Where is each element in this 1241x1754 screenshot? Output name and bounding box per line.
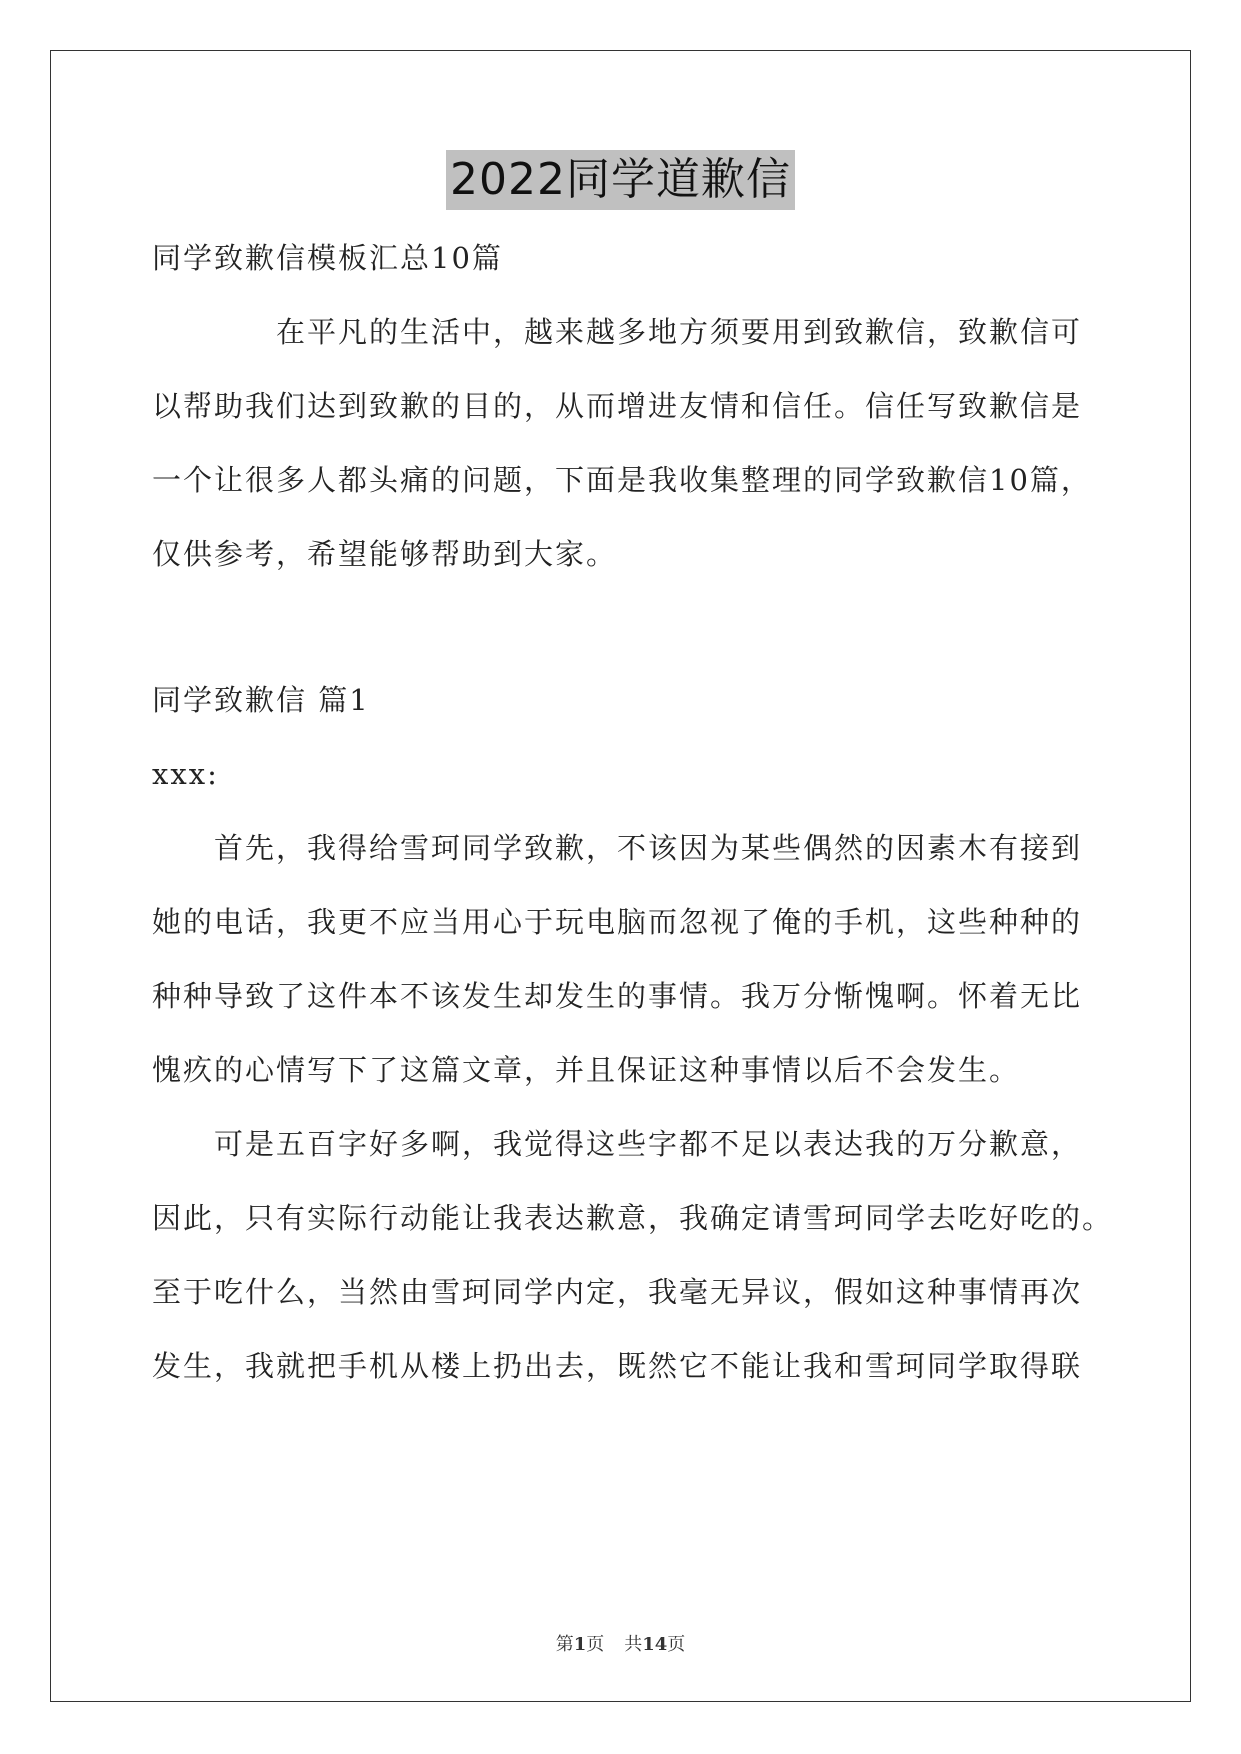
salutation: xxx: — [152, 757, 219, 791]
total-suffix: 页 — [667, 1634, 686, 1655]
intro-line: 仅供参考，希望能够帮助到大家。 — [152, 537, 618, 571]
document-title: 2022同学道歉信 — [446, 150, 795, 210]
paragraph-line: 愧疚的心情写下了这篇文章，并且保证这种事情以后不会发生。 — [152, 1053, 1021, 1087]
page-prefix: 第 — [555, 1634, 574, 1655]
page-suffix: 页 — [586, 1634, 605, 1655]
intro-line: 在平凡的生活中，越来越多地方须要用到致歉信，致歉信可 — [276, 315, 1083, 349]
paragraph-line: 种种导致了这件本不该发生却发生的事情。我万分惭愧啊。怀着无比 — [152, 979, 1083, 1013]
intro-line: 以帮助我们达到致歉的目的，从而增进友情和信任。信任写致歉信是 — [152, 389, 1083, 423]
page-total: 14 — [642, 1634, 668, 1655]
paragraph-line: 发生，我就把手机从楼上扔出去，既然它不能让我和雪珂同学取得联 — [152, 1349, 1083, 1383]
section-heading: 同学致歉信 篇1 — [152, 683, 370, 717]
intro-line: 一个让很多人都头痛的问题，下面是我收集整理的同学致歉信10篇， — [152, 463, 1092, 497]
page-number: 1 — [573, 1634, 587, 1655]
paragraph-line: 可是五百字好多啊，我觉得这些字都不足以表达我的万分歉意， — [214, 1127, 1083, 1161]
page-footer — [0, 1630, 1241, 1656]
total-prefix: 共 — [624, 1634, 643, 1655]
paragraph-line: 她的电话，我更不应当用心于玩电脑而忽视了俺的手机，这些种种的 — [152, 905, 1083, 939]
document-subtitle: 同学致歉信模板汇总10篇 — [152, 241, 503, 275]
paragraph-line: 因此，只有实际行动能让我表达歉意，我确定请雪珂同学去吃好吃的。 — [152, 1201, 1114, 1235]
page-border — [50, 50, 1191, 1702]
title-container — [0, 150, 1241, 210]
paragraph-line: 至于吃什么，当然由雪珂同学内定，我毫无异议，假如这种事情再次 — [152, 1275, 1083, 1309]
paragraph-line: 首先，我得给雪珂同学致歉，不该因为某些偶然的因素木有接到 — [214, 831, 1083, 865]
